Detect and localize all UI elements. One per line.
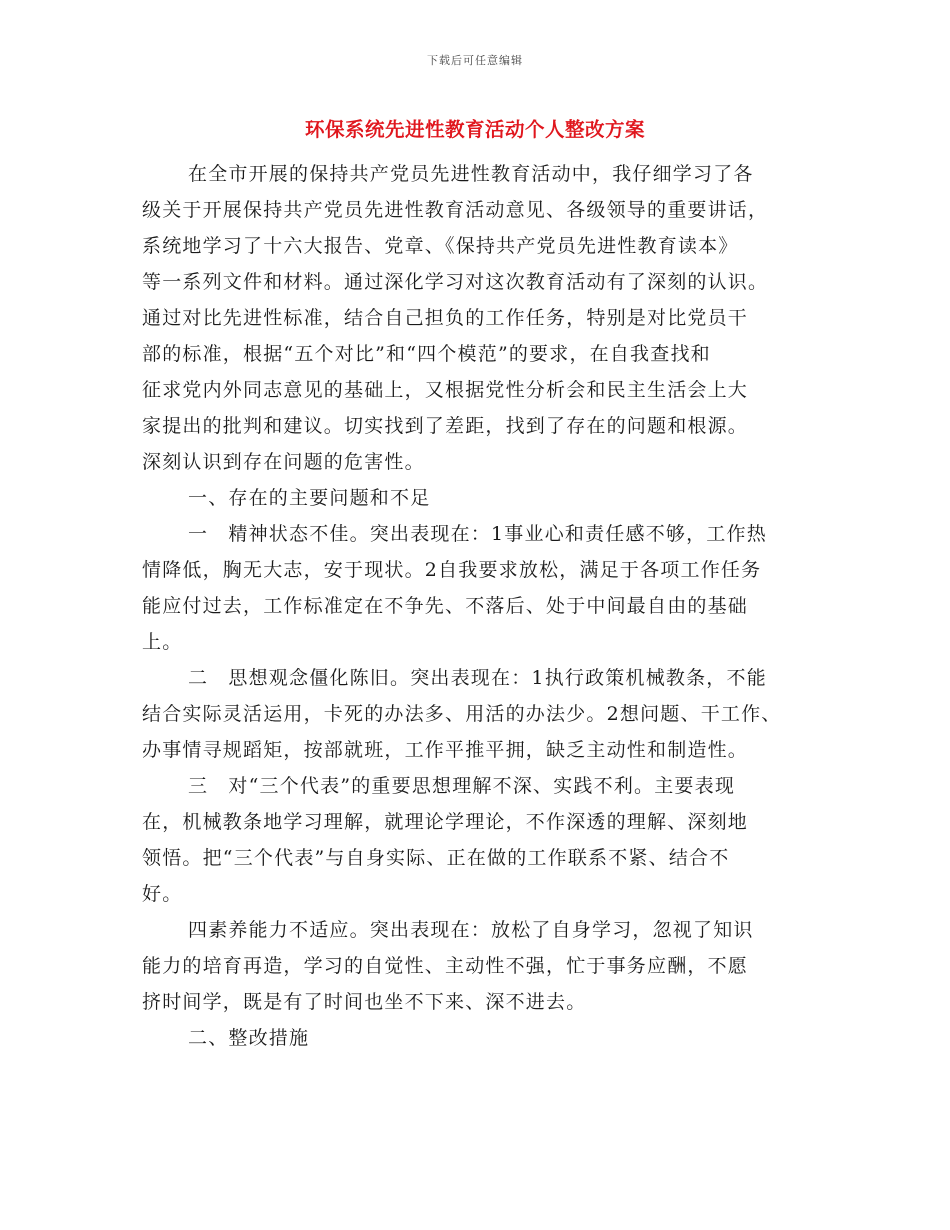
paragraph-line: 在，机械教条地学习理解，就理论学理论，不作深透的理解、深刻地 [142,811,749,833]
paragraph [142,1020,832,1056]
paragraph-line: 二 思想观念僵化陈旧。突出表现在：1执行政策机械教条，不能 [188,667,767,689]
paragraph-line: 等一系列文件和材料。通过深化学习对这次教育活动有了深刻的认识。 [142,271,769,293]
paragraph-line: 好。 [142,883,183,905]
paragraph-line: 四素养能力不适应。突出表现在：放松了自身学习，忽视了知识 [188,919,754,941]
paragraph-line: 级关于开展保持共产党员先进性教育活动意见、各级领导的重要讲话， [142,199,769,221]
paragraph-line: 通过对比先进性标准，结合自己担负的工作任务，特别是对比党员干 [142,307,749,329]
paragraph-line: 二、整改措施 [188,1027,310,1049]
paragraph [142,912,832,1020]
paragraph-line: 情降低，胸无大志，安于现状。2自我要求放松，满足于各项工作任务 [142,559,762,581]
paragraph-line: 能力的培育再造，学习的自觉性、主动性不强，忙于事务应酬，不愿 [142,955,749,977]
paragraph [142,768,832,912]
paragraph-line: 办事情寻规蹈矩，按部就班，工作平推平拥，缺乏主动性和制造性。 [142,739,749,761]
paragraph-line: 领悟。把“三个代表”与自身实际、正在做的工作联系不紧、结合不 [142,847,730,869]
paragraph-line: 深刻认识到存在问题的危害性。 [142,451,425,473]
paragraph-line: 一 精神状态不佳。突出表现在：1事业心和责任感不够，工作热 [188,523,767,545]
paragraph [142,156,832,480]
paragraph-line: 能应付过去，工作标准定在不争先、不落后、处于中间最自由的基础 [142,595,749,617]
document-body [142,156,832,1056]
paragraph-line: 上。 [142,631,183,653]
paragraph [142,660,832,768]
paragraph [142,480,832,516]
paragraph-line: 部的标准，根据“五个对比”和“四个模范”的要求，在自我查找和 [142,343,711,365]
page-header-note: 下载后可任意编辑 [427,54,523,67]
paragraph-line: 三 对“三个代表”的重要思想理解不深、实践不利。主要表现 [188,775,736,797]
paragraph-line: 在全市开展的保持共产党员先进性教育活动中，我仔细学习了各 [188,163,754,185]
paragraph-line: 系统地学习了十六大报告、党章、《保持共产党员先进性教育读本》 [142,235,739,257]
paragraph [142,516,832,660]
document-title: 环保系统先进性教育活动个人整改方案 [304,118,645,141]
paragraph-line: 挤时间学，既是有了时间也坐不下来、深不进去。 [142,991,587,1013]
paragraph-line: 结合实际灵活运用，卡死的办法多、用活的办法少。2想问题、干工作、 [142,703,782,725]
paragraph-line: 征求党内外同志意见的基础上，又根据党性分析会和民主生活会上大 [142,379,749,401]
paragraph-line: 一、存在的主要问题和不足 [188,487,431,509]
paragraph-line: 家提出的批判和建议。切实找到了差距，找到了存在的问题和根源。 [142,415,749,437]
